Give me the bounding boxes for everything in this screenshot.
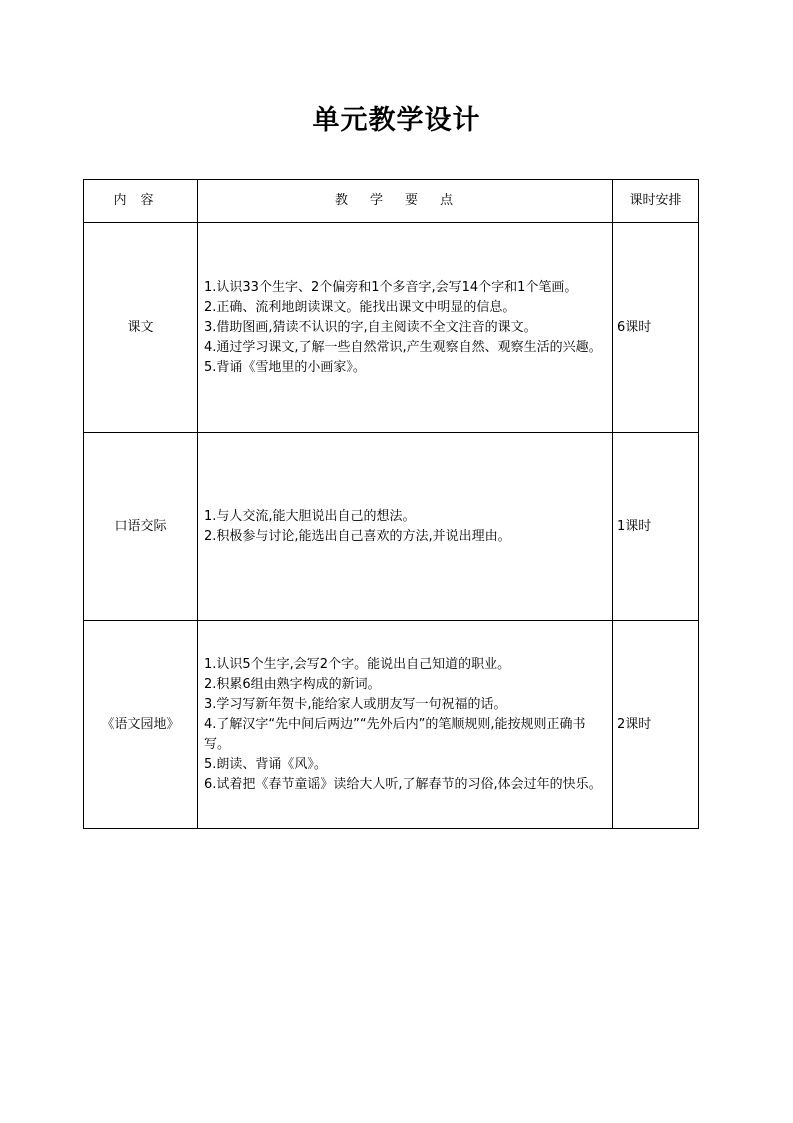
header-teaching-points: 教学要点 <box>198 180 613 223</box>
table-row <box>84 433 699 621</box>
row-teaching-points <box>198 621 613 829</box>
table-header-row <box>84 180 699 223</box>
point-item: 2.积极参与讨论,能选出自己喜欢的方法,并说出理由。 <box>204 528 511 544</box>
row-class-hours: 1课时 <box>613 433 699 621</box>
row-class-hours: 2课时 <box>613 621 699 829</box>
point-item: 1.与人交流,能大胆说出自己的想法。 <box>204 508 416 524</box>
row-content-name: 口语交际 <box>84 433 198 621</box>
point-item: 2.积累6组由熟字构成的新词。 <box>204 676 381 692</box>
points-list <box>204 507 608 547</box>
point-item: 2.正确、流利地朗读课文。能找出课文中明显的信息。 <box>204 299 516 315</box>
row-teaching-points <box>198 223 613 433</box>
row-content-name: 课文 <box>84 223 198 433</box>
header-class-hours: 课时安排 <box>613 180 699 223</box>
point-item: 4.通过学习课文,了解一些自然常识,产生观察自然、观察生活的兴趣。 <box>204 339 602 355</box>
table-row <box>84 223 699 433</box>
point-item: 4.了解汉字“先中间后两边”“先外后内”的笔顺规则,能按规则正确书写。 <box>204 716 586 752</box>
point-item: 6.试着把《春节童谣》读给大人听,了解春节的习俗,体会过年的快乐。 <box>204 776 602 792</box>
points-list <box>204 655 608 795</box>
point-item: 1.认识5个生字,会写2个字。能说出自己知道的职业。 <box>204 656 511 672</box>
table-row <box>84 621 699 829</box>
header-content: 内容 <box>84 180 198 223</box>
teaching-plan-table <box>83 179 699 829</box>
point-item: 3.借助图画,猜读不认识的字,自主阅读不全文注音的课文。 <box>204 319 537 335</box>
row-teaching-points <box>198 433 613 621</box>
point-item: 3.学习写新年贺卡,能给家人或朋友写一句祝福的话。 <box>204 696 507 712</box>
row-content-name: 《语文园地》 <box>84 621 198 829</box>
point-item: 1.认识33个生字、2个偏旁和1个多音字,会写14个字和1个笔画。 <box>204 279 578 295</box>
point-item: 5.背诵《雪地里的小画家》。 <box>204 359 366 375</box>
page-title: 单元教学设计 <box>312 105 481 136</box>
points-list <box>204 278 608 378</box>
point-item: 5.朗读、背诵《风》。 <box>204 756 327 772</box>
row-class-hours: 6课时 <box>613 223 699 433</box>
